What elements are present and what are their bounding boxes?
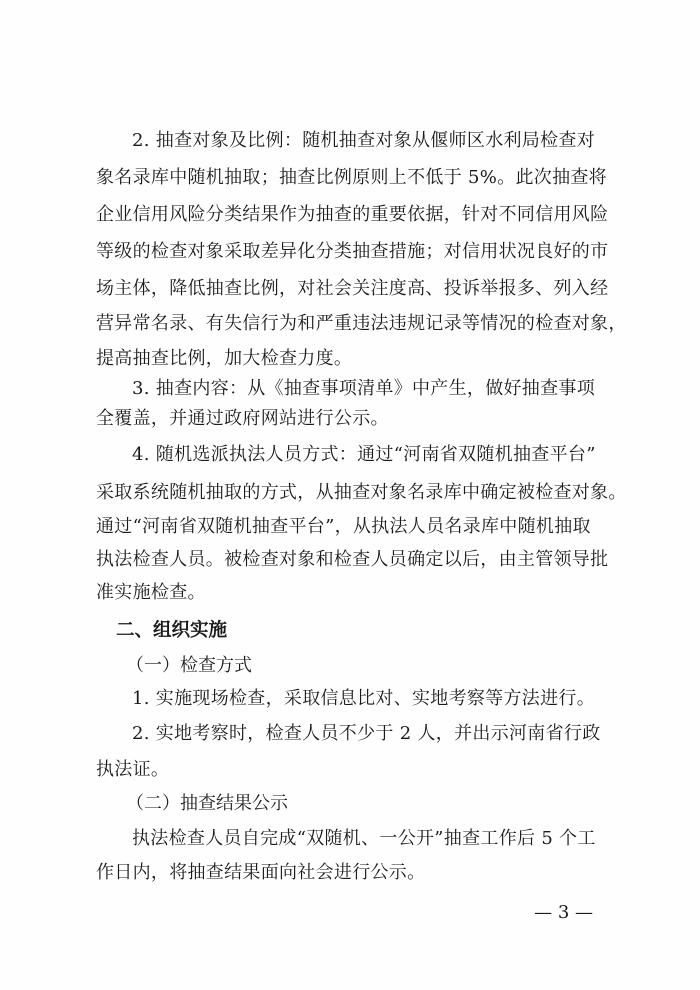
paragraph-line: 1. 实施现场检查，采取信息比对、实地考察等方法进行。 (132, 688, 595, 709)
section-heading: 二、组织实施 (116, 620, 228, 641)
paragraph-line: 4. 随机选派执法人员方式：通过“河南省双随机抽查平台” (132, 444, 596, 465)
page-number: — 3 — (534, 902, 593, 923)
paragraph-line: 通过“河南省双随机抽查平台”，从执法人员名录库中随机抽取 (96, 516, 591, 537)
paragraph-line: 2. 抽查对象及比例：随机抽查对象从偃师区水利局检查对 (132, 130, 595, 151)
paragraph-line: 等级的检查对象采取差异化分类抽查措施；对信用状况良好的市 (96, 241, 609, 262)
paragraph-line: 场主体，降低抽查比例，对社会关注度高、投诉举报多、列入经 (96, 278, 609, 299)
paragraph-line: 准实施检查。 (96, 582, 206, 603)
paragraph-line: 采取系统随机抽取的方式，从抽查对象名录库中确定被检查对象。 (96, 482, 627, 503)
paragraph-line: 2. 实地考察时，检查人员不少于 2 人，并出示河南省行政 (132, 723, 601, 744)
paragraph-line: 3. 抽查内容：从《抽查事项清单》中产生，做好抽查事项 (132, 378, 595, 399)
paragraph-line: 执法检查人员。被检查对象和检查人员确定以后，由主管领导批 (96, 549, 609, 570)
paragraph-line: 提高抽查比例，加大检查力度。 (96, 348, 353, 369)
paragraph-line: 营异常名录、有失信行为和严重违法违规记录等情况的检查对象， (96, 313, 627, 334)
paragraph-line: 象名录库中随机抽取；抽查比例原则上不低于 5%。此次抽查将 (96, 167, 607, 188)
subsection-heading: （一）检查方式 (126, 655, 252, 676)
subsection-heading: （二）抽查结果公示 (126, 793, 288, 814)
paragraph-line: 作日内，将抽查结果面向社会进行公示。 (96, 862, 426, 883)
paragraph-line: 执法检查人员自完成“双随机、一公开”抽查工作后 5 个工 (132, 828, 596, 849)
paragraph-line: 执法证。 (96, 759, 170, 780)
paragraph-line: 企业信用风险分类结果作为抽查的重要依据，针对不同信用风险 (96, 204, 609, 225)
paragraph-line: 全覆盖，并通过政府网站进行公示。 (96, 408, 389, 429)
